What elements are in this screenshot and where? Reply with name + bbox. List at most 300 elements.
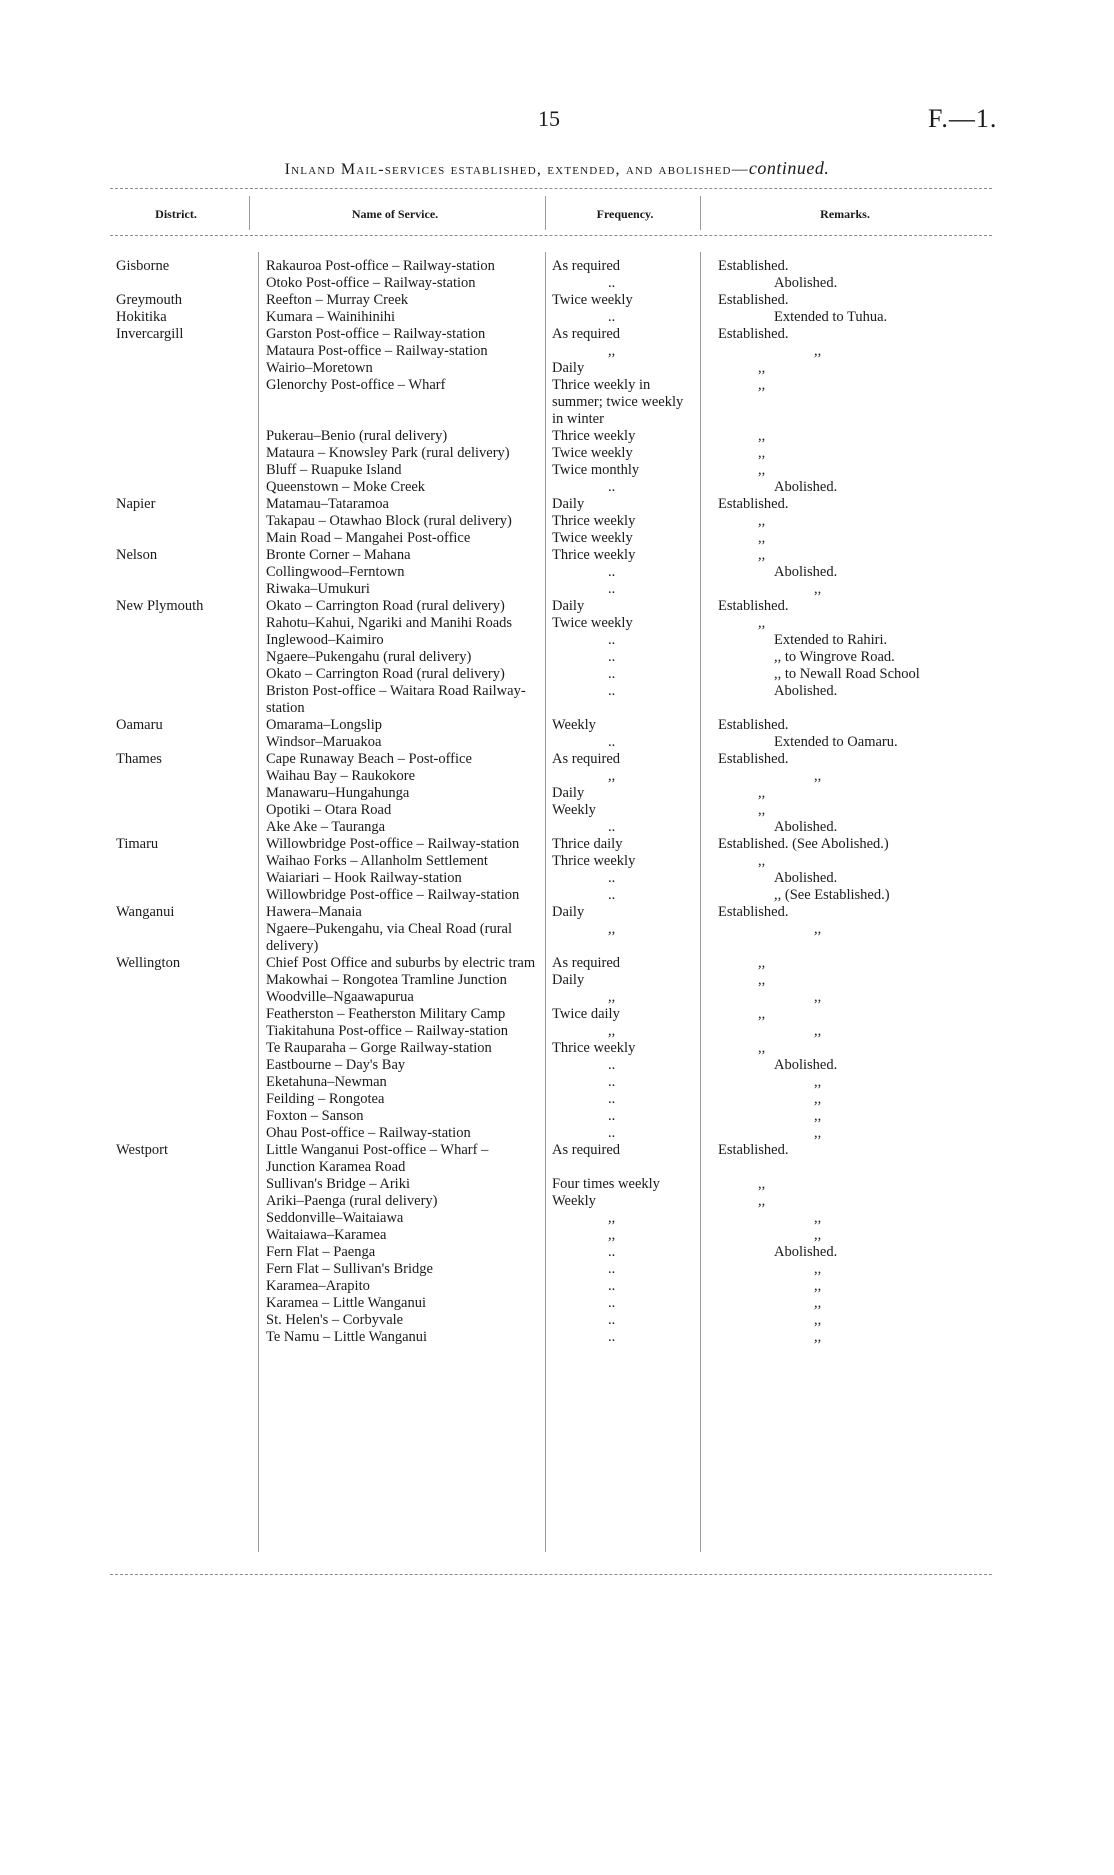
table-row (0, 428, 1114, 445)
frequency-cell: Weekly (552, 1193, 596, 1209)
table-row (0, 615, 1114, 632)
service-cell: Matamau–Tataramoa (266, 496, 389, 512)
district-cell (116, 1074, 232, 1091)
table-row (0, 479, 1114, 496)
frequency-cell: ,, (608, 768, 616, 784)
district-cell (116, 921, 232, 955)
service-cell: Ohau Post-office – Railway-station (266, 1125, 471, 1141)
district-cell (116, 581, 232, 598)
header-divider-3 (700, 196, 701, 230)
service-cell: Makowhai – Rongotea Tramline Junction (266, 972, 507, 988)
table-row (0, 598, 1114, 615)
remarks-cell: ,, (814, 1091, 822, 1107)
service-cell: Takapau – Otawhao Block (rural delivery) (266, 513, 512, 529)
district-cell (116, 1244, 232, 1261)
service-cell: Collingwood–Ferntown (266, 564, 405, 580)
table-row (0, 751, 1114, 768)
frequency-cell: Thrice weekly (552, 428, 636, 444)
service-cell: Rakauroa Post-office – Railway-station (266, 258, 495, 274)
table-row (0, 1074, 1114, 1091)
frequency-cell: .. (608, 1295, 616, 1311)
service-cell: Manawaru–Hungahunga (266, 785, 410, 801)
frequency-cell: ,, (608, 989, 616, 1005)
district-cell (116, 955, 232, 972)
frequency-cell: .. (608, 479, 616, 495)
remarks-cell: ,, (758, 377, 766, 393)
frequency-cell: Daily (552, 904, 585, 920)
district-cell (116, 717, 232, 734)
district-cell (116, 802, 232, 819)
frequency-cell: .. (608, 819, 616, 835)
service-cell: Windsor–Maruakoa (266, 734, 382, 750)
remarks-cell: ,, (814, 581, 822, 597)
table-row (0, 1261, 1114, 1278)
service-cell: Waiariari – Hook Railway-station (266, 870, 462, 886)
district-cell (116, 734, 232, 751)
table-row (0, 445, 1114, 462)
remarks-cell: ,, (758, 972, 766, 988)
service-cell: Woodville–Ngaawapurua (266, 989, 414, 1005)
frequency-cell: Daily (552, 360, 585, 376)
frequency-cell: As required (552, 751, 621, 767)
remarks-cell: ,, (814, 768, 822, 784)
district-cell (116, 1176, 232, 1193)
table-row (0, 1125, 1114, 1142)
remarks-cell: ,, (814, 989, 822, 1005)
table-row (0, 581, 1114, 598)
district-name: Oamaru (116, 717, 163, 733)
table-row (0, 1227, 1114, 1244)
frequency-cell: As required (552, 326, 621, 342)
table-row (0, 1176, 1114, 1193)
frequency-cell: .. (608, 564, 616, 580)
table-row (0, 326, 1114, 343)
district-name: Greymouth (116, 292, 183, 308)
table-row (0, 955, 1114, 972)
district-cell (116, 275, 232, 292)
service-cell: Omarama–Longslip (266, 717, 382, 733)
district-name: Thames (116, 751, 162, 767)
title-continued: continued. (748, 158, 830, 178)
title-text: Inland Mail-services established, extended, and abolished— (284, 161, 749, 178)
frequency-cell: Twice weekly (552, 615, 633, 631)
remarks-cell: Established. (718, 751, 789, 767)
table-row (0, 1193, 1114, 1210)
table-row (0, 887, 1114, 904)
remarks-cell: ,, (See Established.) (774, 887, 890, 903)
remarks-cell: ,, (758, 615, 766, 631)
district-cell (116, 1057, 232, 1074)
frequency-cell: Twice weekly (552, 530, 633, 546)
service-cell: Featherston – Featherston Military Camp (266, 1006, 506, 1022)
remarks-cell: Established. (718, 496, 789, 512)
frequency-cell: Daily (552, 972, 585, 988)
frequency-cell: .. (608, 1261, 616, 1277)
remarks-cell: ,, (814, 921, 822, 937)
district-name: Hokitika (116, 309, 167, 325)
table-row (0, 989, 1114, 1006)
remarks-cell: ,, (814, 1125, 822, 1141)
table-row (0, 258, 1114, 275)
frequency-cell: .. (608, 309, 616, 325)
district-cell (116, 326, 232, 343)
district-name: Timaru (116, 836, 159, 852)
district-cell (116, 428, 232, 445)
district-cell (116, 1040, 232, 1057)
remarks-cell: Established. (718, 598, 789, 614)
page-number: 15 (538, 106, 560, 131)
table-row (0, 1040, 1114, 1057)
service-cell: Karamea – Little Wanganui (266, 1295, 427, 1311)
service-cell: Ngaere–Pukengahu (rural delivery) (266, 649, 472, 665)
frequency-cell: Weekly (552, 717, 596, 733)
table-row (0, 1057, 1114, 1074)
service-cell: Pukerau–Benio (rural delivery) (266, 428, 448, 444)
remarks-cell: ,, (758, 802, 766, 818)
frequency-cell: Twice weekly (552, 445, 633, 461)
district-name: Invercargill (116, 326, 184, 342)
remarks-cell: ,, (758, 1176, 766, 1192)
table-row (0, 904, 1114, 921)
frequency-cell: Thrice weekly (552, 547, 636, 563)
top-rule (110, 188, 992, 189)
district-cell (116, 564, 232, 581)
district-cell (116, 496, 232, 513)
frequency-cell: .. (608, 870, 616, 886)
service-cell: Ariki–Paenga (rural delivery) (266, 1193, 438, 1209)
frequency-cell: .. (608, 1125, 616, 1141)
remarks-cell: ,, (758, 428, 766, 444)
district-cell (116, 598, 232, 615)
table-row (0, 462, 1114, 479)
remarks-cell: Abolished. (774, 275, 838, 291)
service-cell: Waihao Forks – Allanholm Settlement (266, 853, 488, 869)
district-cell (116, 479, 232, 496)
remarks-cell: Abolished. (774, 870, 838, 886)
district-cell (116, 1329, 232, 1346)
service-cell: Riwaka–Umukuri (266, 581, 370, 597)
table-row (0, 1006, 1114, 1023)
remarks-cell: ,, (758, 445, 766, 461)
district-name: Nelson (116, 547, 158, 563)
service-cell: Rahotu–Kahui, Ngariki and Manihi Roads (266, 615, 513, 631)
table-row (0, 734, 1114, 751)
remarks-cell: ,, (814, 1074, 822, 1090)
header-rule (110, 235, 992, 236)
service-cell: Tiakitahuna Post-office – Railway-station (266, 1023, 509, 1039)
district-cell (116, 513, 232, 530)
remarks-cell: Extended to Oamaru. (774, 734, 898, 750)
remarks-cell: ,, (758, 853, 766, 869)
frequency-cell: Twice monthly (552, 462, 640, 478)
frequency-cell: .. (608, 581, 616, 597)
table-row (0, 1312, 1114, 1329)
district-cell (116, 1210, 232, 1227)
district-cell (116, 1261, 232, 1278)
frequency-cell: .. (608, 734, 616, 750)
district-cell (116, 632, 232, 649)
service-cell: Willowbridge Post-office – Railway-station (266, 887, 520, 903)
remarks-cell: Abolished. (774, 564, 838, 580)
remarks-cell: ,, (814, 343, 822, 359)
district-column-header: District. (155, 207, 197, 221)
frequency-cell: .. (608, 1091, 616, 1107)
service-cell: Te Namu – Little Wanganui (266, 1329, 428, 1345)
remarks-cell: ,, (758, 1040, 766, 1056)
service-cell: Mataura – Knowsley Park (rural delivery) (266, 445, 510, 461)
district-cell (116, 309, 232, 326)
service-cell: Kumara – Wainihinihi (266, 309, 396, 325)
frequency-cell: ,, (608, 921, 616, 937)
district-cell (116, 445, 232, 462)
remarks-cell: Abolished. (774, 683, 838, 699)
district-cell (116, 836, 232, 853)
table-row (0, 292, 1114, 309)
district-cell (116, 615, 232, 632)
remarks-cell: ,, to Wingrove Road. (774, 649, 895, 665)
remarks-cell: Established. (718, 292, 789, 308)
service-cell: Okato – Carrington Road (rural delivery) (266, 598, 505, 614)
remarks-cell: ,, (814, 1295, 822, 1311)
frequency-cell: Twice daily (552, 1006, 620, 1022)
district-name: New Plymouth (116, 598, 204, 614)
district-cell (116, 1142, 232, 1176)
frequency-cell: Thrice weekly (552, 1040, 636, 1056)
district-cell (116, 1312, 232, 1329)
frequency-cell: Thrice weekly in summer; twice weekly in winter (552, 377, 684, 427)
service-cell: Wairio–Moretown (266, 360, 373, 376)
remarks-cell: Extended to Tuhua. (774, 309, 888, 325)
frequency-cell: .. (608, 1278, 616, 1294)
remarks-cell: ,, (758, 513, 766, 529)
table-row (0, 768, 1114, 785)
frequency-cell: As required (552, 1142, 621, 1158)
service-cell: Waihau Bay – Raukokore (266, 768, 416, 784)
district-cell (116, 343, 232, 360)
remarks-cell: ,, to Newall Road School (774, 666, 920, 682)
frequency-cell: Weekly (552, 802, 596, 818)
service-cell: Karamea–Arapito (266, 1278, 370, 1294)
district-name: Wellington (116, 955, 181, 971)
frequency-cell: ,, (608, 343, 616, 359)
remarks-cell: ,, (758, 785, 766, 801)
frequency-cell: .. (608, 1312, 616, 1328)
table-row (0, 1295, 1114, 1312)
district-cell (116, 1227, 232, 1244)
remarks-cell: Established. (718, 326, 789, 342)
remarks-cell: Abolished. (774, 479, 838, 495)
header-divider-2 (545, 196, 546, 230)
table-row (0, 853, 1114, 870)
remarks-cell: ,, (814, 1227, 822, 1243)
remarks-cell: ,, (758, 462, 766, 478)
frequency-cell: .. (608, 1329, 616, 1345)
service-cell: Eastbourne – Day's Bay (266, 1057, 406, 1073)
remarks-cell: Abolished. (774, 819, 838, 835)
service-cell: Bronte Corner – Mahana (266, 547, 411, 563)
remarks-cell: ,, (814, 1210, 822, 1226)
table-row (0, 530, 1114, 547)
bottom-rule (110, 1574, 992, 1575)
service-cell: Garston Post-office – Railway-station (266, 326, 486, 342)
service-cell: Hawera–Manaia (266, 904, 362, 920)
remarks-cell: Established. (See Abolished.) (718, 836, 889, 852)
remarks-cell: Established. (718, 904, 789, 920)
district-cell (116, 904, 232, 921)
service-cell: Bluff – Ruapuke Island (266, 462, 402, 478)
service-cell: Chief Post Office and suburbs by electric tram (266, 955, 536, 971)
district-cell (116, 972, 232, 989)
table-row (0, 343, 1114, 360)
service-cell: Foxton – Sanson (266, 1108, 364, 1124)
table-row (0, 683, 1114, 717)
district-cell (116, 1023, 232, 1040)
document-code: F.—1. (928, 104, 998, 133)
district-cell (116, 989, 232, 1006)
remarks-cell: ,, (814, 1023, 822, 1039)
table-row (0, 1142, 1114, 1176)
service-cell: Otoko Post-office – Railway-station (266, 275, 476, 291)
district-cell (116, 258, 232, 275)
remarks-cell: ,, (814, 1278, 822, 1294)
frequency-cell: Four times weekly (552, 1176, 660, 1192)
service-cell: Te Rauparaha – Gorge Railway-station (266, 1040, 492, 1056)
frequency-cell: As required (552, 258, 621, 274)
frequency-cell: Thrice weekly (552, 513, 636, 529)
remarks-cell: Extended to Rahiri. (774, 632, 888, 648)
table-row (0, 1108, 1114, 1125)
table-row (0, 1091, 1114, 1108)
service-cell: Ake Ake – Tauranga (266, 819, 386, 835)
service-cell: Little Wanganui Post-office – Wharf – Junction Karamea Road (266, 1142, 489, 1175)
frequency-cell: ,, (608, 1210, 616, 1226)
header-divider-1 (249, 196, 250, 230)
table-row (0, 802, 1114, 819)
district-cell (116, 1091, 232, 1108)
frequency-cell: .. (608, 1108, 616, 1124)
table-row (0, 1244, 1114, 1261)
district-cell (116, 870, 232, 887)
table-row (0, 275, 1114, 292)
district-cell (116, 666, 232, 683)
table-row (0, 921, 1114, 955)
district-cell (116, 1193, 232, 1210)
table-row (0, 870, 1114, 887)
frequency-cell: Twice weekly (552, 292, 633, 308)
remarks-cell: ,, (758, 1193, 766, 1209)
district-cell (116, 683, 232, 717)
service-cell: Feilding – Rongotea (266, 1091, 385, 1107)
district-cell (116, 377, 232, 428)
services-table (0, 258, 1114, 1346)
district-cell (116, 785, 232, 802)
district-cell (116, 462, 232, 479)
table-row (0, 1210, 1114, 1227)
service-cell: Eketahuna–Newman (266, 1074, 387, 1090)
service-cell: Okato – Carrington Road (rural delivery) (266, 666, 505, 682)
table-row (0, 717, 1114, 734)
remarks-cell: ,, (814, 1261, 822, 1277)
district-cell (116, 751, 232, 768)
table-row (0, 632, 1114, 649)
district-cell (116, 1108, 232, 1125)
district-name: Gisborne (116, 258, 170, 274)
table-row (0, 785, 1114, 802)
frequency-cell: .. (608, 1074, 616, 1090)
frequency-cell: .. (608, 1244, 616, 1260)
page-title (0, 158, 1114, 179)
district-name: Wanganui (116, 904, 175, 920)
service-cell: Fern Flat – Paenga (266, 1244, 376, 1260)
frequency-cell: .. (608, 1057, 616, 1073)
remarks-cell: Abolished. (774, 1057, 838, 1073)
service-cell: Inglewood–Kaimiro (266, 632, 384, 648)
table-row (0, 496, 1114, 513)
table-row (0, 377, 1114, 428)
frequency-cell: Daily (552, 785, 585, 801)
service-cell: Willowbridge Post-office – Railway-station (266, 836, 520, 852)
frequency-cell: .. (608, 666, 616, 682)
service-cell: Fern Flat – Sullivan's Bridge (266, 1261, 433, 1277)
table-row (0, 547, 1114, 564)
remarks-cell: ,, (758, 1006, 766, 1022)
service-cell: Sullivan's Bridge – Ariki (266, 1176, 410, 1192)
remarks-cell: ,, (814, 1108, 822, 1124)
frequency-cell: .. (608, 683, 616, 699)
service-cell: Cape Runaway Beach – Post-office (266, 751, 472, 767)
remarks-cell: Established. (718, 1142, 789, 1158)
frequency-cell: .. (608, 649, 616, 665)
service-cell: Mataura Post-office – Railway-station (266, 343, 488, 359)
district-cell (116, 1278, 232, 1295)
table-row (0, 666, 1114, 683)
district-cell (116, 292, 232, 309)
table-row (0, 649, 1114, 666)
district-name: Napier (116, 496, 156, 512)
frequency-cell: .. (608, 887, 616, 903)
table-row (0, 309, 1114, 326)
district-cell (116, 853, 232, 870)
remarks-cell: Established. (718, 717, 789, 733)
table-row (0, 564, 1114, 581)
table-row (0, 360, 1114, 377)
table-row (0, 1023, 1114, 1040)
service-cell: Briston Post-office – Waitara Road Railway-station (266, 683, 526, 716)
frequency-cell: .. (608, 275, 616, 291)
district-cell (116, 649, 232, 666)
service-cell: Queenstown – Moke Creek (266, 479, 426, 495)
remarks-column-header: Remarks. (820, 207, 870, 221)
service-cell: Main Road – Mangahei Post-office (266, 530, 471, 546)
district-cell (116, 547, 232, 564)
frequency-cell: Thrice weekly (552, 853, 636, 869)
table-row (0, 972, 1114, 989)
district-cell (116, 1295, 232, 1312)
table-row (0, 1278, 1114, 1295)
remarks-cell: ,, (814, 1329, 822, 1345)
frequency-cell: ,, (608, 1023, 616, 1039)
district-cell (116, 1006, 232, 1023)
district-cell (116, 768, 232, 785)
service-cell: Opotiki – Otara Road (266, 802, 392, 818)
frequency-cell: Daily (552, 496, 585, 512)
remarks-cell: ,, (758, 360, 766, 376)
remarks-cell: Abolished. (774, 1244, 838, 1260)
frequency-column-header: Frequency. (596, 207, 654, 221)
table-row (0, 513, 1114, 530)
service-cell: Seddonville–Waitaiawa (266, 1210, 404, 1226)
district-cell (116, 530, 232, 547)
